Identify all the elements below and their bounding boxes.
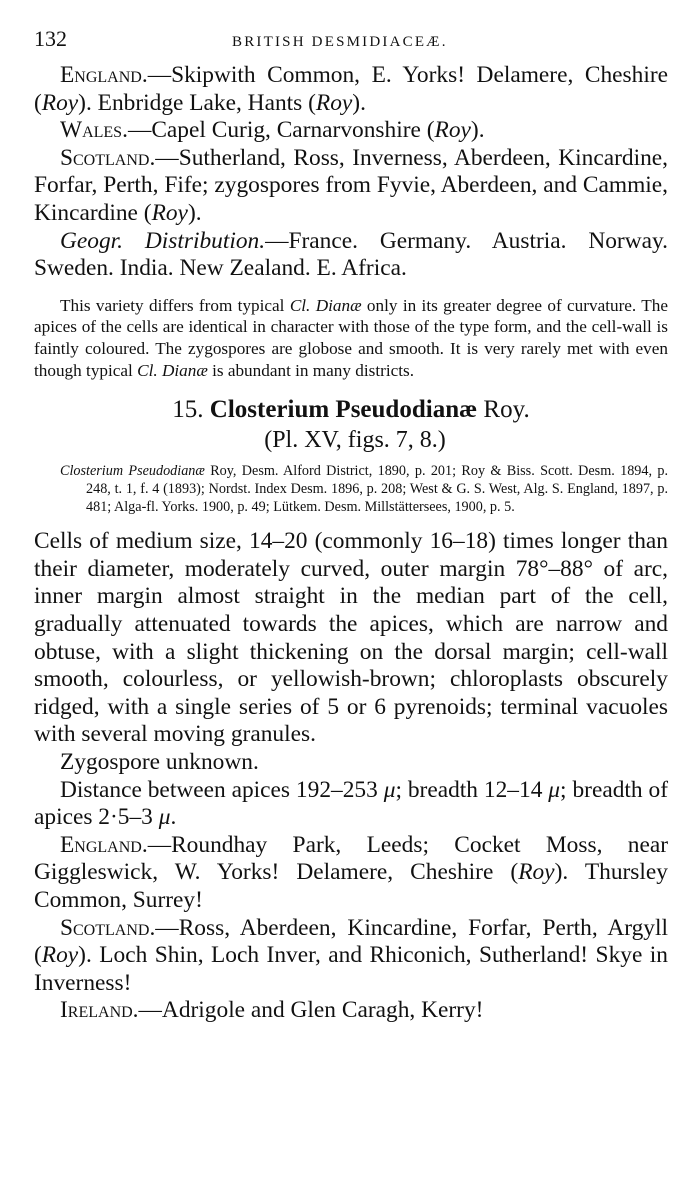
page-number: 132 <box>34 26 67 51</box>
page-header <box>34 26 668 62</box>
dimensions: Distance between apices 192–253 μ; breadth 12–14 μ; breadth of apices 2·5–3 μ. <box>34 776 668 831</box>
distribution-wales-top: Wales.—Capel Curig, Carnarvonshire (Roy). <box>60 117 485 144</box>
distribution-scotland-top: Scotland.—Sutherland, Ross, Inverness, Aberdeen, Kincardine, Forfar, Perth, Fife; zygospores from Fyvie, Aberdeen, and Cammie, Kincardine (Roy). <box>34 144 668 226</box>
zygospore-note: Zygospore unknown. <box>60 748 259 775</box>
distribution-england-top: England.—Skipwith Common, E. Yorks! Delamere, Cheshire (Roy). Enbridge Lake, Hants (Roy). <box>34 62 668 116</box>
species-description: Cells of medium size, 14–20 (commonly 16–18) times longer than their diameter, moderately curved, outer margin 78°–88° of arc, inner margin almost straight in the median part of the cell, gradually attenuated towards the apices, which are narrow and obtuse, with a slight thickening on the dorsal margin; cell-wall smooth, colourless, or yellowish-brown; chloroplasts obscurely ridged, with a single series of 5 or 6 pyrenoids; terminal vacuoles with several moving granules. <box>34 528 668 748</box>
geographic-distribution-top: Geogr. Distribution.—France. Germany. Austria. Norway. Sweden. India. New Zealand. E. Africa. <box>34 227 668 282</box>
running-title: BRITISH DESMIDIACEÆ. <box>232 34 448 50</box>
distribution-scotland-bottom: Scotland.—Ross, Aberdeen, Kincardine, Forfar, Perth, Argyll (Roy). Loch Shin, Loch Inver, and Rhiconich, Sutherland! Skye in Inverness! <box>34 914 668 996</box>
species-heading: 15. Closterium Pseudodianæ Roy. <box>172 396 530 424</box>
plate-reference: (Pl. XV, figs. 7, 8.) <box>264 427 446 454</box>
distribution-england-bottom: England.—Roundhay Park, Leeds; Cocket Moss, near Giggleswick, W. Yorks! Delamere, Cheshire (Roy). Thursley Common, Surrey! <box>34 831 668 913</box>
synonymy: Closterium Pseudodianæ Roy, Desm. Alford District, 1890, p. 201; Roy & Biss. Scott. Desm. 1894, p. 248, t. 1, f. 4 (1893); Nordst. Index Desm. 1896, p. 208; West & G. S. West, Alg. S. England, 1897, p. 481; Alga-fl. Yorks. 1900, p. 49; Lütkem. Desm. Millstättersees, 1900, p. 5. <box>60 463 669 515</box>
page <box>34 26 668 1025</box>
distribution-ireland-bottom: Ireland.—Adrigole and Glen Caragh, Kerry! <box>60 997 484 1024</box>
variety-note: This variety differs from typical Cl. Dianæ only in its greater degree of curvature. The apices of the cells are identical in character with those of the type form, and the cell-wall is faintly coloured. The zygospores are globose and smooth. It is very rarely met with even though typical Cl. Dianæ is abundant in many districts. <box>34 295 668 380</box>
